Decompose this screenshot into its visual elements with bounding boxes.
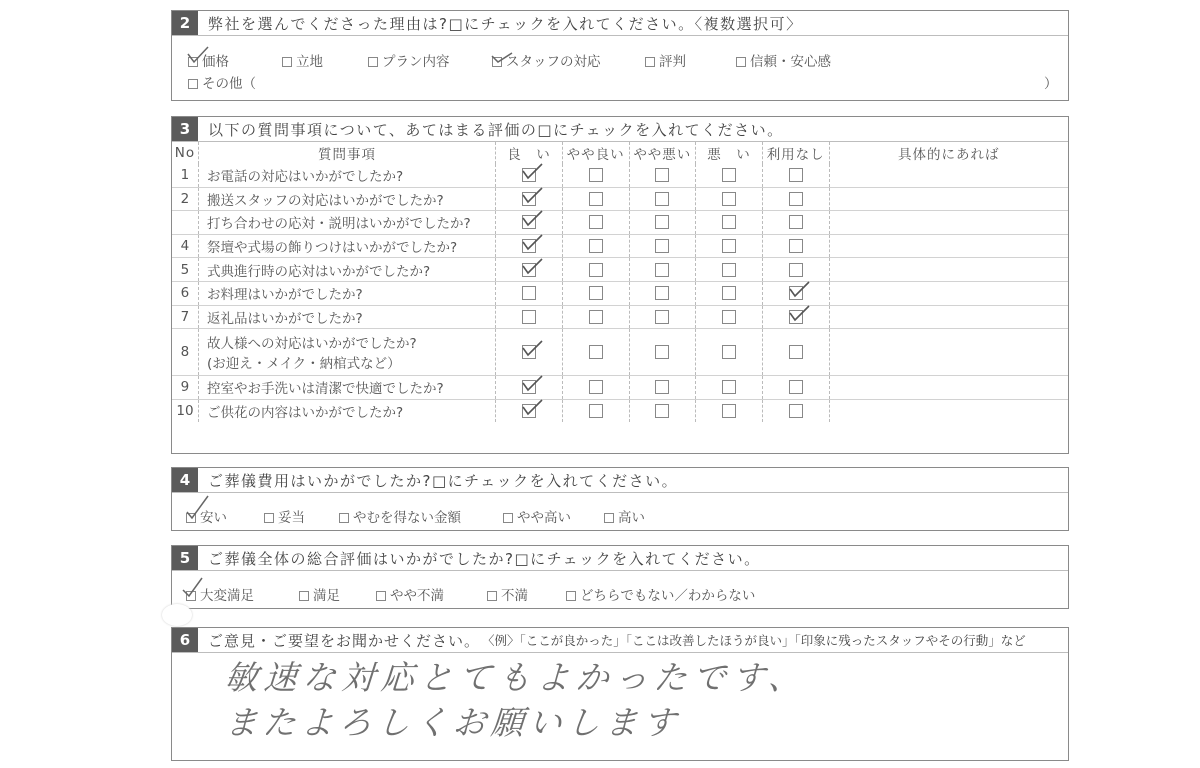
rating-cell-somewhat-bad: [629, 281, 696, 305]
row-details[interactable]: [829, 211, 1068, 235]
checkbox[interactable]: [487, 591, 497, 601]
rating-checkbox[interactable]: [655, 215, 669, 229]
section-title: 弊社を選んでくださった理由は?□にチェックを入れてください。〈複数選択可〉: [208, 14, 803, 33]
option-neither[interactable]: [566, 584, 755, 604]
checkbox[interactable]: [299, 591, 309, 601]
section-5: [171, 545, 1069, 609]
section-title: ご葬儀費用はいかがでしたか?□にチェックを入れてください。: [208, 471, 679, 490]
question-text: 祭壇や式場の飾りつけはいかがでしたか?: [206, 240, 458, 257]
section-number: 4: [172, 468, 198, 492]
section-4: [171, 467, 1069, 531]
option-unavoidable[interactable]: [339, 506, 461, 526]
col-header-good: 良 い: [496, 142, 563, 164]
handwritten-comment: [225, 652, 825, 752]
row-question: [198, 329, 495, 376]
rating-cell-not-used: [762, 305, 829, 329]
row-question: [198, 281, 495, 305]
question-text: お電話の対応はいかがでしたか?: [206, 169, 404, 186]
rating-checkbox[interactable]: [722, 168, 736, 182]
rating-cell-good: [496, 399, 563, 422]
rating-cell-not-used: [762, 281, 829, 305]
rating-checkbox[interactable]: [522, 310, 536, 324]
checkbox[interactable]: [604, 513, 614, 523]
rating-cell-somewhat-good: [562, 281, 629, 305]
checkmark-icon: [519, 373, 545, 395]
rating-cell-somewhat-bad: [629, 329, 696, 376]
col-header-details: 具体的にあれば: [898, 147, 1000, 163]
option-label: 高い: [618, 510, 645, 526]
rating-cell-good: [496, 258, 563, 282]
question-text: ご供花の内容はいかがでしたか?: [206, 405, 404, 422]
option-label: 安い: [200, 510, 227, 526]
question-subtext: (お迎え・メイク・納棺式など）: [206, 356, 401, 373]
rating-cell-not-used: [762, 376, 829, 400]
rating-table: [172, 142, 1068, 422]
checkmark-icon: [519, 208, 545, 230]
checkmark-icon: [786, 303, 812, 325]
section-number: 5: [172, 546, 198, 570]
col-header-somewhat-bad: やや悪い: [629, 142, 696, 164]
checkbox[interactable]: [376, 591, 386, 601]
section-example: 〈例〉「ここが良かった」「ここは改善したほうが良い」「印象に残ったスタッフやその行動」など: [482, 633, 1026, 648]
row-no: 9: [172, 376, 198, 400]
checkbox[interactable]: [282, 57, 292, 67]
question-text: 控室やお手洗いは清潔で快適でしたか?: [206, 381, 444, 398]
checkmark-icon: [786, 279, 812, 301]
rating-cell-bad: [696, 258, 763, 282]
question-text: 式典進行時の応対はいかがでしたか?: [206, 263, 431, 280]
rating-checkbox[interactable]: [589, 380, 603, 394]
row-no: 4: [172, 234, 198, 258]
rating-checkbox[interactable]: [789, 215, 803, 229]
option-location[interactable]: [282, 50, 323, 70]
rating-checkbox[interactable]: [589, 345, 603, 359]
rating-cell-not-used: [762, 211, 829, 235]
section-2-header: [172, 11, 1068, 36]
rating-cell-somewhat-bad: [629, 234, 696, 258]
option-somewhat-dissatisfied[interactable]: [376, 584, 444, 604]
rating-cell-good: [496, 164, 563, 187]
table-row: [172, 399, 1068, 422]
rating-checkbox[interactable]: [655, 380, 669, 394]
checkbox[interactable]: [736, 57, 746, 67]
rating-checkbox[interactable]: [722, 192, 736, 206]
section-3: [171, 116, 1069, 454]
rating-checkbox[interactable]: [655, 168, 669, 182]
rating-cell-bad: [696, 234, 763, 258]
rating-cell-somewhat-bad: [629, 187, 696, 211]
row-details[interactable]: [829, 234, 1068, 258]
row-question: [198, 187, 495, 211]
row-no: 2: [172, 187, 198, 211]
rating-checkbox[interactable]: [589, 263, 603, 277]
section-title: ご意見・ご要望をお聞かせください。: [208, 631, 481, 650]
rating-checkbox[interactable]: [722, 404, 736, 418]
checkmark-icon: [519, 256, 545, 278]
table-row: [172, 329, 1068, 376]
checkbox[interactable]: [339, 513, 349, 523]
rating-cell-somewhat-good: [562, 376, 629, 400]
checkmark-price: [186, 45, 212, 65]
option-label: 価格: [202, 54, 229, 70]
rating-cell-good: [496, 329, 563, 376]
rating-checkbox[interactable]: [722, 215, 736, 229]
rating-cell-bad: [696, 281, 763, 305]
option-label: 満足: [313, 588, 340, 604]
section-title: 以下の質問事項について、あてはまる評価の□にチェックを入れてください。: [208, 120, 784, 139]
row-no: 1: [172, 164, 198, 187]
rating-cell-good: [496, 211, 563, 235]
checkmark-staff: [490, 47, 516, 67]
rating-cell-bad: [696, 187, 763, 211]
rating-checkbox[interactable]: [589, 215, 603, 229]
section-number: 3: [172, 117, 198, 141]
rating-checkbox[interactable]: [655, 310, 669, 324]
rating-checkbox[interactable]: [722, 286, 736, 300]
row-question: [198, 399, 495, 422]
rating-cell-bad: [696, 399, 763, 422]
row-no: 5: [172, 258, 198, 282]
rating-checkbox[interactable]: [789, 192, 803, 206]
rating-cell-good: [496, 281, 563, 305]
option-somewhat-expensive[interactable]: [503, 506, 571, 526]
option-label: 評判: [659, 54, 686, 70]
checkmark-icon: [519, 338, 545, 360]
rating-checkbox[interactable]: [589, 168, 603, 182]
rating-checkbox[interactable]: [655, 345, 669, 359]
checkbox[interactable]: [503, 513, 513, 523]
rating-cell-somewhat-good: [562, 187, 629, 211]
option-trust[interactable]: [736, 50, 831, 70]
other-close-paren: ）: [1044, 76, 1058, 92]
rating-checkbox[interactable]: [722, 310, 736, 324]
rating-checkbox[interactable]: [789, 404, 803, 418]
rating-cell-good: [496, 305, 563, 329]
option-reputation[interactable]: [645, 50, 686, 70]
option-other[interactable]: [188, 72, 256, 92]
rating-checkbox[interactable]: [789, 380, 803, 394]
rating-cell-somewhat-bad: [629, 376, 696, 400]
checkmark-icon: [519, 161, 545, 183]
table-row: [172, 211, 1068, 235]
rating-cell-not-used: [762, 329, 829, 376]
handwritten-line-2: またよろしくお願いします: [223, 703, 683, 742]
option-label: 立地: [296, 54, 323, 70]
option-label: プラン内容: [382, 54, 450, 70]
section-title: ご葬儀全体の総合評価はいかがでしたか?□にチェックを入れてください。: [208, 549, 761, 568]
checkmark-cheap: [184, 494, 210, 522]
rating-checkbox[interactable]: [722, 380, 736, 394]
row-details[interactable]: [829, 399, 1068, 422]
col-header-not-used: 利用なし: [762, 142, 829, 164]
question-text: 返礼品はいかがでしたか?: [206, 310, 363, 327]
option-label: どちらでもない／わからない: [580, 588, 756, 604]
col-header-somewhat-good: やや良い: [562, 142, 629, 164]
row-no: 10: [172, 399, 198, 422]
rating-cell-bad: [696, 211, 763, 235]
question-text: 搬送スタッフの対応はいかがでしたか?: [206, 192, 444, 209]
rating-checkbox[interactable]: [722, 263, 736, 277]
question-text: お料理はいかがでしたか?: [206, 287, 363, 304]
rating-cell-somewhat-bad: [629, 305, 696, 329]
table-row: [172, 258, 1068, 282]
row-details[interactable]: [829, 376, 1068, 400]
rating-checkbox[interactable]: [789, 168, 803, 182]
rating-checkbox[interactable]: [589, 286, 603, 300]
option-label: やむを得ない金額: [353, 510, 461, 526]
table-row: [172, 305, 1068, 329]
rating-cell-not-used: [762, 399, 829, 422]
option-label: 大変満足: [200, 588, 254, 604]
row-details[interactable]: [829, 281, 1068, 305]
rating-checkbox[interactable]: [655, 263, 669, 277]
question-text: 打ち合わせの応対・説明はいかがでしたか?: [206, 216, 471, 233]
row-question: [198, 164, 495, 187]
rating-checkbox[interactable]: [789, 263, 803, 277]
rating-checkbox[interactable]: [655, 286, 669, 300]
table-row: [172, 281, 1068, 305]
rating-cell-somewhat-bad: [629, 164, 696, 187]
rating-cell-not-used: [762, 234, 829, 258]
col-header-question: 質問事項: [198, 142, 495, 164]
section-number: 6: [172, 628, 198, 652]
rating-cell-bad: [696, 376, 763, 400]
checkmark-very-satisfied: [180, 576, 206, 600]
option-label: やや高い: [517, 510, 571, 526]
col-header-no: No: [172, 142, 198, 164]
rating-checkbox[interactable]: [589, 310, 603, 324]
rating-cell-good: [496, 376, 563, 400]
row-no: 8: [172, 329, 198, 376]
table-row: [172, 187, 1068, 211]
rating-checkbox[interactable]: [789, 239, 803, 253]
table-header-row: [172, 142, 1068, 164]
row-details[interactable]: [829, 329, 1068, 376]
rating-cell-good: [496, 187, 563, 211]
option-label: 妥当: [278, 510, 305, 526]
section-5-header: [172, 546, 1068, 571]
row-details[interactable]: [829, 164, 1068, 187]
rating-checkbox[interactable]: [655, 404, 669, 418]
option-label: 信頼・安心感: [750, 54, 831, 70]
row-question: [198, 305, 495, 329]
row-details[interactable]: [829, 258, 1068, 282]
checkbox[interactable]: [566, 591, 576, 601]
rating-cell-somewhat-good: [562, 164, 629, 187]
rating-cell-somewhat-good: [562, 399, 629, 422]
checkbox[interactable]: [188, 79, 198, 89]
rating-checkbox[interactable]: [522, 286, 536, 300]
rating-checkbox[interactable]: [589, 239, 603, 253]
rating-cell-somewhat-bad: [629, 258, 696, 282]
checkbox[interactable]: [645, 57, 655, 67]
table-row: [172, 234, 1068, 258]
handwritten-line-1: 敏速な対応とてもよかったです、: [223, 658, 809, 697]
rating-cell-somewhat-bad: [629, 399, 696, 422]
punch-hole: [162, 604, 192, 626]
rating-cell-somewhat-good: [562, 211, 629, 235]
option-reasonable[interactable]: [264, 506, 305, 526]
rating-checkbox[interactable]: [589, 192, 603, 206]
row-question: [198, 211, 495, 235]
checkbox[interactable]: [264, 513, 274, 523]
section-6-header: [172, 628, 1068, 653]
rating-cell-somewhat-good: [562, 258, 629, 282]
rating-cell-not-used: [762, 164, 829, 187]
checkbox[interactable]: [368, 57, 378, 67]
option-plan[interactable]: [368, 50, 450, 70]
option-label: やや不満: [390, 588, 444, 604]
row-no: 6: [172, 281, 198, 305]
rating-cell-somewhat-good: [562, 305, 629, 329]
checkmark-icon: [519, 397, 545, 419]
section-2: [171, 10, 1069, 101]
rating-cell-good: [496, 234, 563, 258]
table-row: [172, 164, 1068, 187]
option-dissatisfied[interactable]: [487, 584, 528, 604]
section-4-header: [172, 468, 1068, 493]
row-no: [172, 211, 198, 235]
rating-cell-bad: [696, 305, 763, 329]
option-label: スタッフの対応: [506, 54, 601, 70]
option-label: 不満: [501, 588, 528, 604]
rating-cell-not-used: [762, 187, 829, 211]
rating-cell-somewhat-good: [562, 234, 629, 258]
col-header-bad: 悪 い: [696, 142, 763, 164]
checkmark-icon: [519, 232, 545, 254]
rating-cell-not-used: [762, 258, 829, 282]
row-no: 7: [172, 305, 198, 329]
rating-checkbox[interactable]: [722, 239, 736, 253]
row-question: [198, 376, 495, 400]
row-details[interactable]: [829, 305, 1068, 329]
option-label: その他（: [202, 76, 256, 92]
section-3-header: [172, 117, 1068, 142]
rating-checkbox[interactable]: [655, 239, 669, 253]
section-number: 2: [172, 11, 198, 35]
rating-cell-somewhat-bad: [629, 211, 696, 235]
checkmark-icon: [519, 185, 545, 207]
rating-cell-somewhat-good: [562, 329, 629, 376]
rating-checkbox[interactable]: [589, 404, 603, 418]
rating-cell-bad: [696, 329, 763, 376]
option-expensive[interactable]: [604, 506, 645, 526]
rating-cell-bad: [696, 164, 763, 187]
row-details[interactable]: [829, 187, 1068, 211]
rating-checkbox[interactable]: [722, 345, 736, 359]
row-question: [198, 258, 495, 282]
table-row: [172, 376, 1068, 400]
row-question: [198, 234, 495, 258]
question-text: 故人様への対応はいかがでしたか?: [206, 336, 417, 353]
rating-checkbox[interactable]: [789, 345, 803, 359]
rating-checkbox[interactable]: [655, 192, 669, 206]
option-satisfied[interactable]: [299, 584, 340, 604]
